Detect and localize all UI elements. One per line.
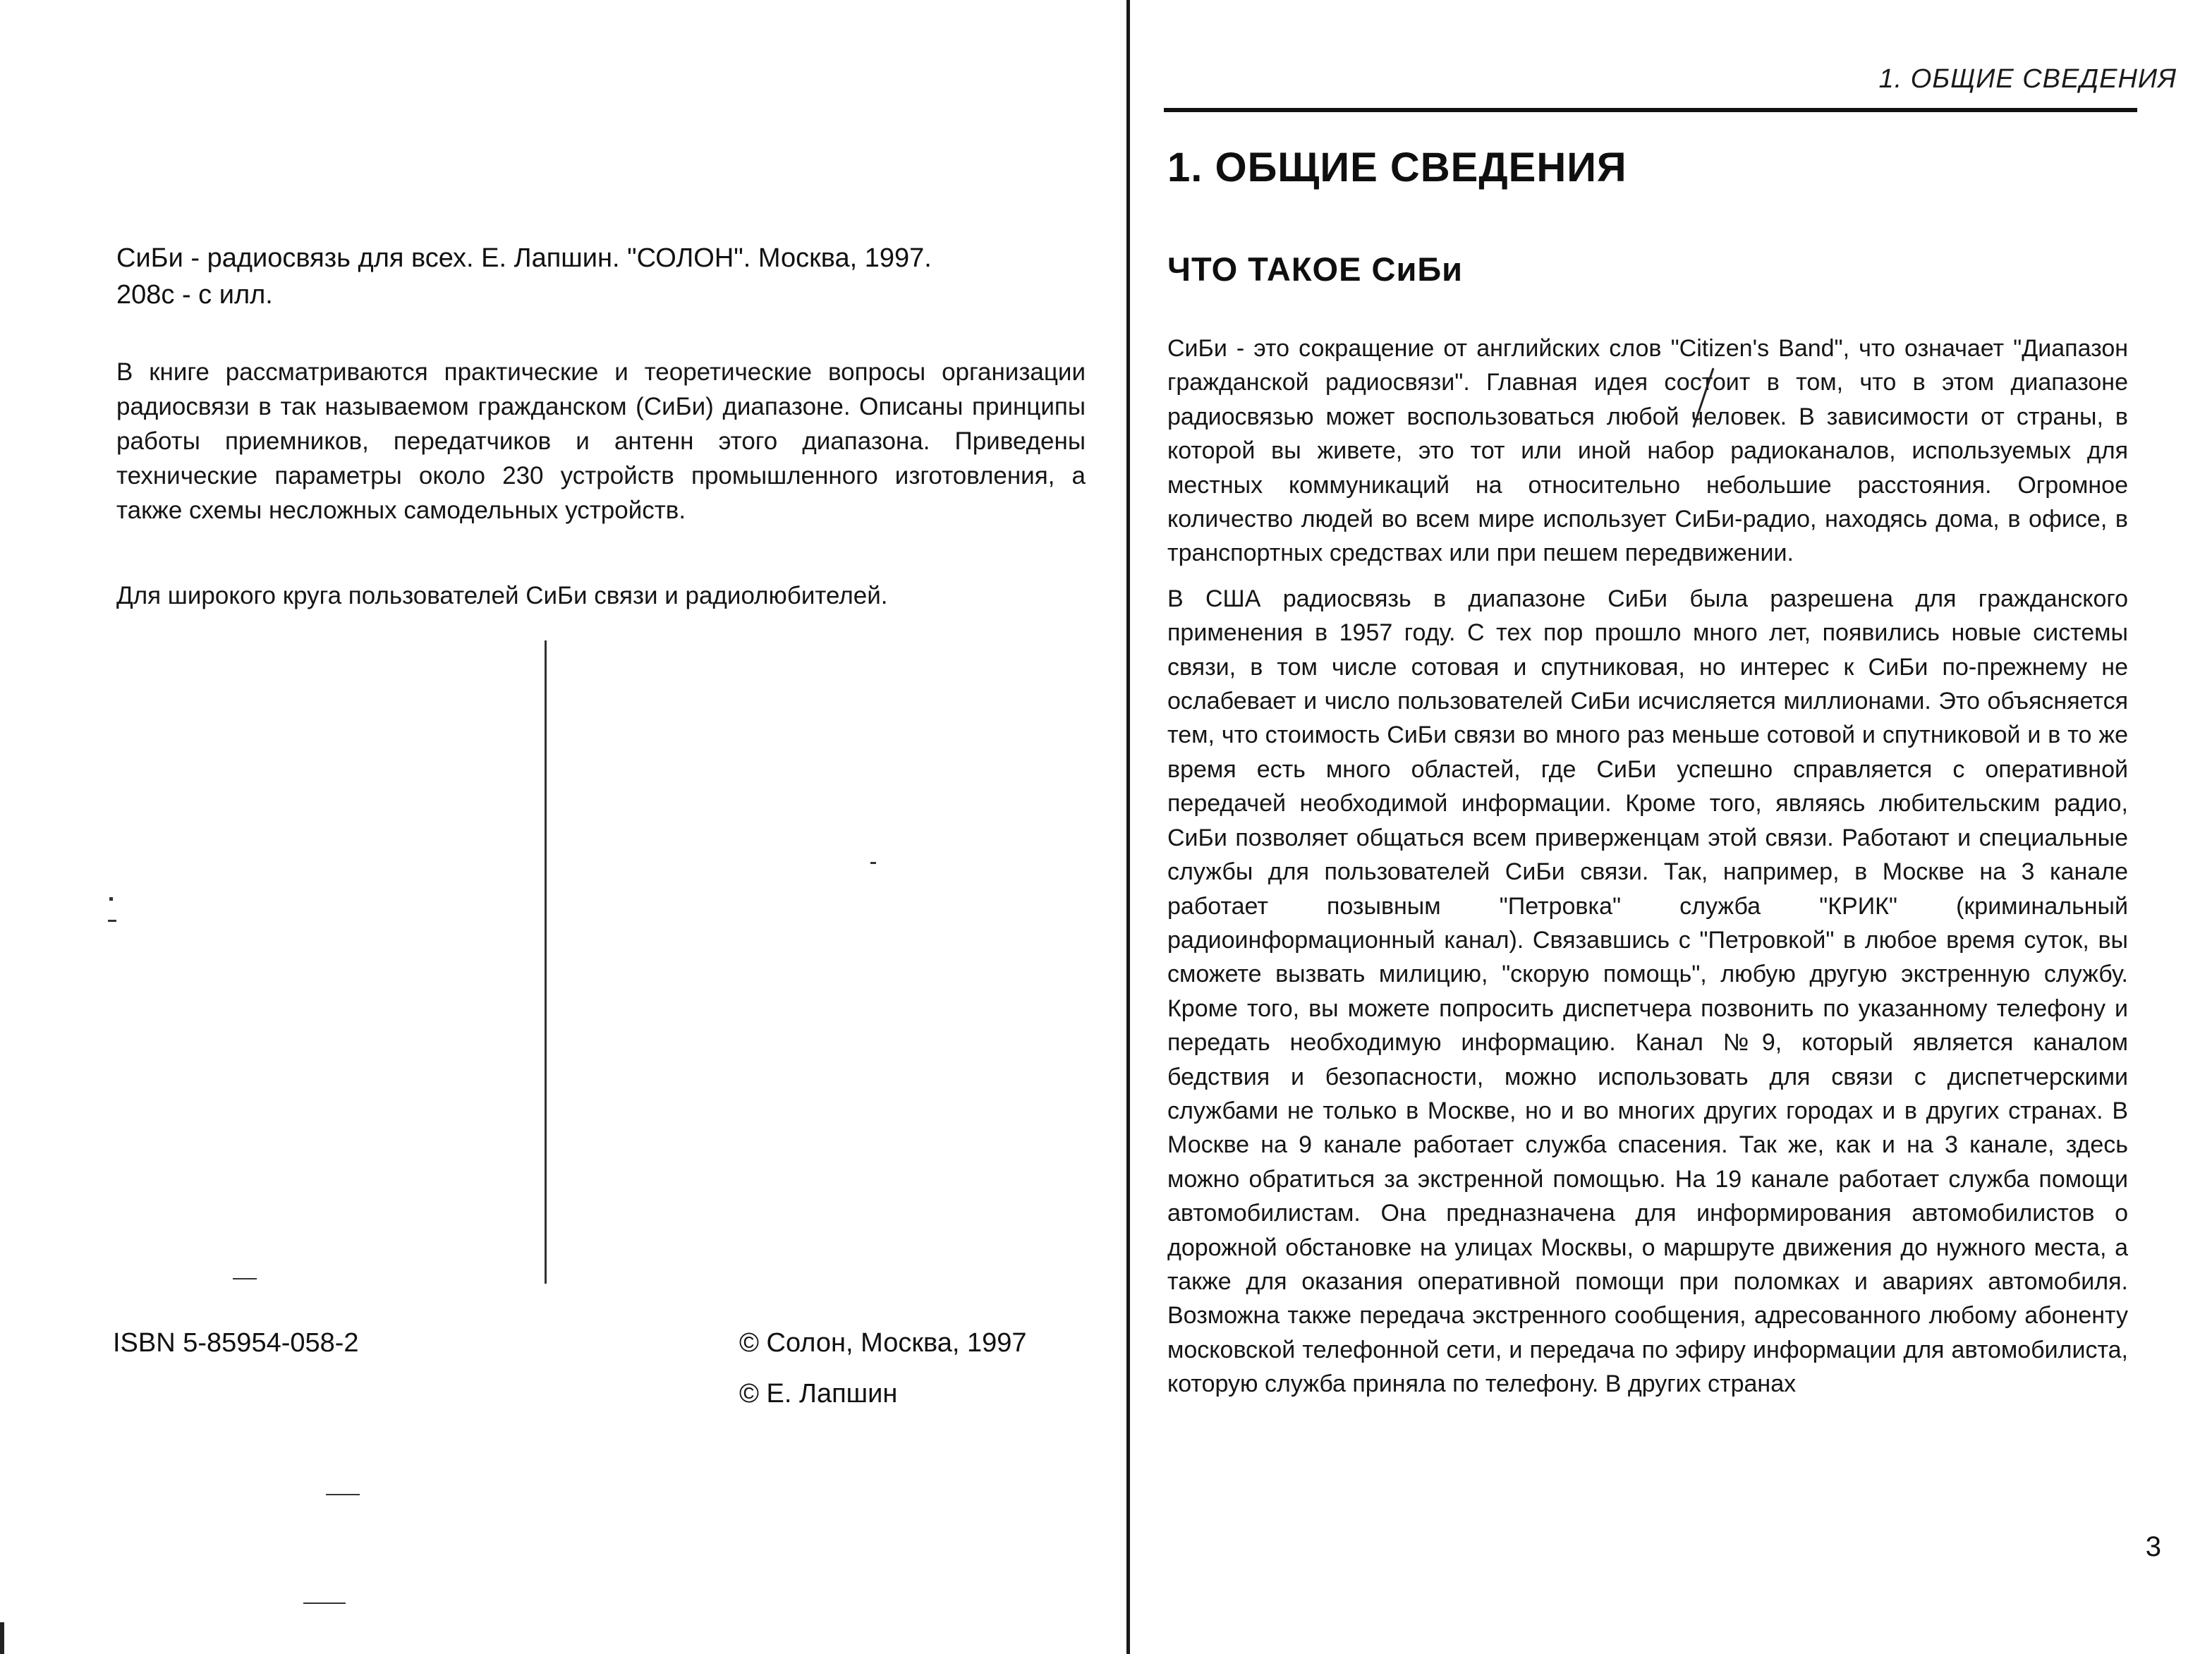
isbn: ISBN 5-85954-058-2: [113, 1328, 359, 1358]
scan-artifact-dash: [303, 1603, 346, 1604]
running-head: 1. ОБЩИЕ СВЕДЕНИЯ: [1878, 64, 2177, 94]
scan-artifact-dash: [233, 1278, 257, 1279]
scan-artifact-dot: [870, 862, 876, 864]
scan-artifact-dot: [108, 920, 116, 922]
body-text: [1167, 332, 2128, 1401]
annotation-paragraph: В книге рассматриваются практические и теоретические вопросы организации радиосвязи в так называемом гражданском (СиБи) диапазоне. Описаны принципы работы приемников, передатчиков и антенн этого диапазона. Приведены технические параметры около 230 устройств промышленного изготовления, а также схемы несложных самодельных устройств.: [116, 358, 1086, 524]
page-edge-mark: [0, 1622, 4, 1654]
pen-mark: [1689, 367, 1718, 430]
biblio-line-1: СиБи - радиосвязь для всех. Е. Лапшин. "СОЛОН". Москва, 1997.: [116, 243, 932, 273]
gutter-fold-line: [1126, 0, 1130, 1654]
biblio-line-2: 208с - с илл.: [116, 280, 273, 310]
scan-artifact-line: [545, 640, 547, 1284]
paragraph: СиБи - это сокращение от английских слов "Citizen's Band", что означает "Диапазон гражданской радиосвязи". Главная идея состоит в том, что в этом диапазоне радиосвязью может воспользоваться любой человек. В зависимости от страны, в которой вы живете, это тот или иной набор радиоканалов, используемых для местных коммуникаций на относительно небольшие расстояния. Огромное количество людей во всем мире использует СиБи-радио, находясь дома, в офисе, в транспортных средствах или при пешем передвижении.: [1167, 335, 2128, 567]
audience-note: Для широкого круга пользователей СиБи связи и радиолюбителей.: [116, 582, 888, 609]
chapter-title: 1. ОБЩИЕ СВЕДЕНИЯ: [1167, 145, 1627, 190]
right-page: [1132, 0, 2212, 1654]
copyright-author: © Е. Лапшин: [739, 1379, 898, 1409]
page-number: 3: [2145, 1531, 2161, 1562]
header-rule: [1164, 108, 2137, 112]
bibliographic-record: [116, 240, 1104, 313]
scan-artifact-dash: [326, 1494, 360, 1495]
scan-artifact-dot: [109, 897, 113, 901]
paragraph: В США радиосвязь в диапазоне СиБи была разрешена для гражданского применения в 1957 году. С тех пор прошло много лет, появились новые системы связи, в том числе сотовая и спутниковая, но интерес к СиБи по-прежнему не ослабевает и число пользователей СиБи исчисляется миллионами. Это объясняется тем, что стоимость СиБи связи во много раз меньше сотовой и спутниковой и в то же время есть много областей, где СиБи успешно справляется с оперативной передачей необходимой информации. Кроме того, являясь любительским радио, СиБи позволяет общаться всем приверженцам этой связи. Работают и специальные службы для пользователей СиБи связи. Так, например, в Москве на 3 канале работает позывным "Петровка" служба "КРИК" (криминальный радиоинформационный канал). Связавшись с "Петровкой" в любое время суток, вы сможете вызвать милицию, "скорую помощь", любую другую экстренную службу. Кроме того, вы можете попросить диспетчера позвонить по указанному телефону и передать необходимую информацию. Канал №9, который является каналом бедствия и безопасности, можно использовать для связи с диспетчерскими службами не только в Москве, но и во многих других городах и в других странах. В Москве на 9 канале работает служба спасения. Так же, как и на 3 канале, здесь можно обратиться за экстренной помощью. На 19 канале работает служба помощи автомобилистам. Она предназначена для информирования автомобилистов о дорожной обстановке на улицах Москвы, о маршруте движения до нужного места, а также для оказания оперативной помощи при поломках и авариях автомобиля. Возможна также передача экстренного сообщения, адресованного любому абоненту московской телефонной сети, и передача по эфиру информации для автомобилиста, которую служба приняла по телефону. В других странах: [1167, 585, 2128, 1398]
copyright-publisher: © Солон, Москва, 1997: [739, 1328, 1027, 1358]
section-title: ЧТО ТАКОЕ СиБи: [1167, 250, 1464, 288]
